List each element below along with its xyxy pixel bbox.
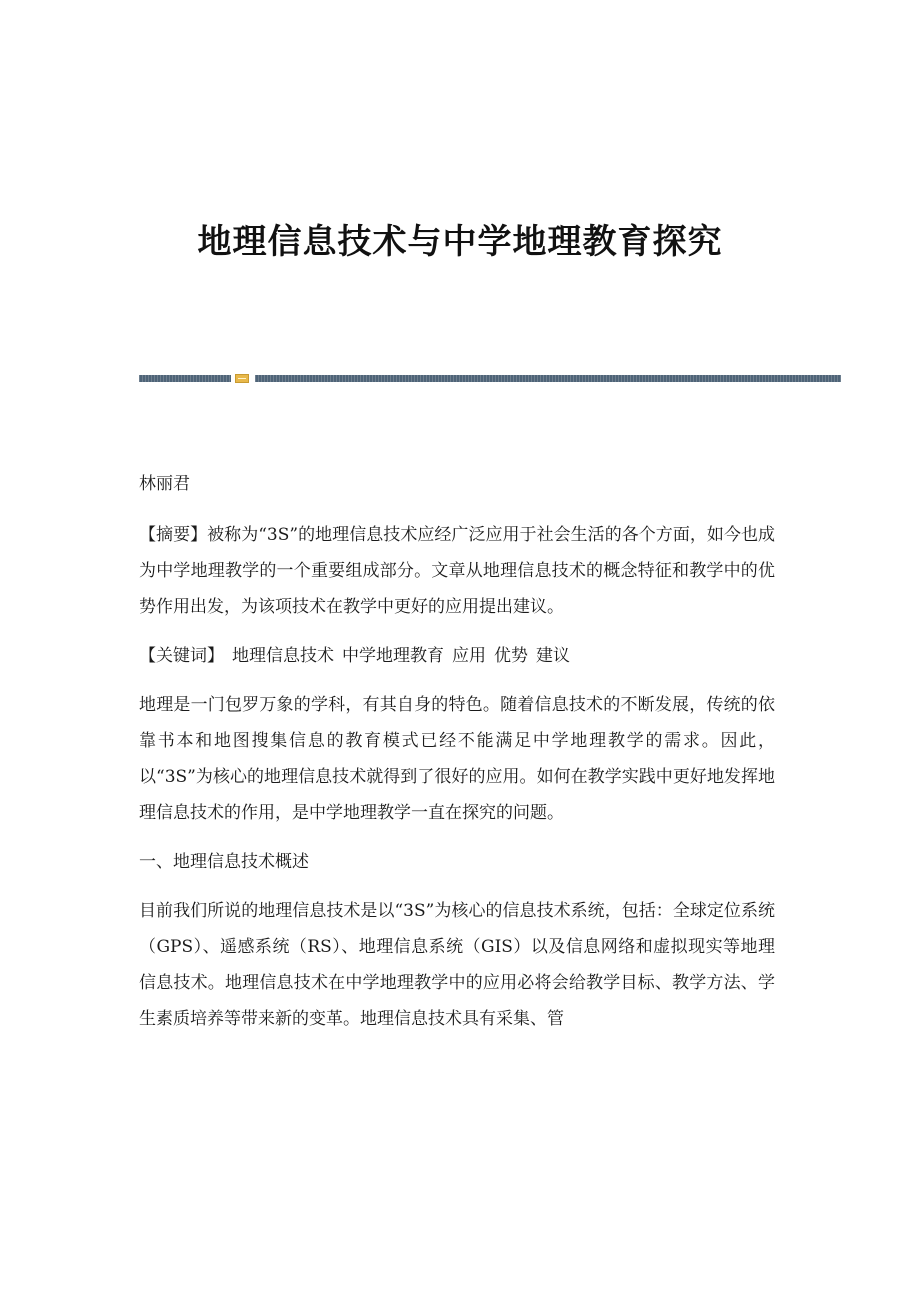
keyword-item: 应用 <box>452 646 486 666</box>
keyword-item: 中学地理教育 <box>342 646 444 666</box>
divider-ornament-icon <box>235 374 249 383</box>
abstract-paragraph <box>139 517 775 625</box>
document-body <box>139 466 775 1050</box>
divider-bar-right <box>255 375 841 382</box>
keyword-item: 建议 <box>536 646 570 666</box>
divider-bar-left <box>139 375 231 382</box>
keywords-paragraph <box>139 638 775 674</box>
keywords-label: 【关键词】 <box>139 646 224 666</box>
intro-paragraph: 地理是一门包罗万象的学科，有其自身的特色。随着信息技术的不断发展，传统的依靠书本和地图搜集信息的教育模式已经不能满足中学地理教学的需求。因此，以“3S”为核心的地理信息技术就得到了很好的应用。如何在教学实践中更好地发挥地理信息技术的作用，是中学地理教学一直在探究的问题。 <box>139 695 775 823</box>
keyword-item: 优势 <box>494 646 528 666</box>
section-heading: 一、地理信息技术概述 <box>139 852 309 872</box>
section-paragraph: 目前我们所说的地理信息技术是以“3S”为核心的信息技术系统，包括：全球定位系统（GPS）、遥感系统（RS）、地理信息系统（GIS）以及信息网络和虚拟现实等地理信息技术。地理信息技术在中学地理教学中的应用必将会给教学目标、教学方法、学生素质培养等带来新的变革。地理信息技术具有采集、管 <box>139 901 775 1029</box>
author-name: 林丽君 <box>139 474 190 494</box>
abstract-label: 【摘要】 <box>139 525 208 545</box>
title-divider <box>139 374 841 383</box>
document-title: 地理信息技术与中学地理教育探究 <box>197 222 723 262</box>
abstract-text: 被称为“3S”的地理信息技术应经广泛应用于社会生活的各个方面，如今也成为中学地理教学的一个重要组成部分。文章从地理信息技术的概念特征和教学中的优势作用出发，为该项技术在教学中更好的应用提出建议。 <box>139 525 776 617</box>
keyword-item: 地理信息技术 <box>232 646 334 666</box>
